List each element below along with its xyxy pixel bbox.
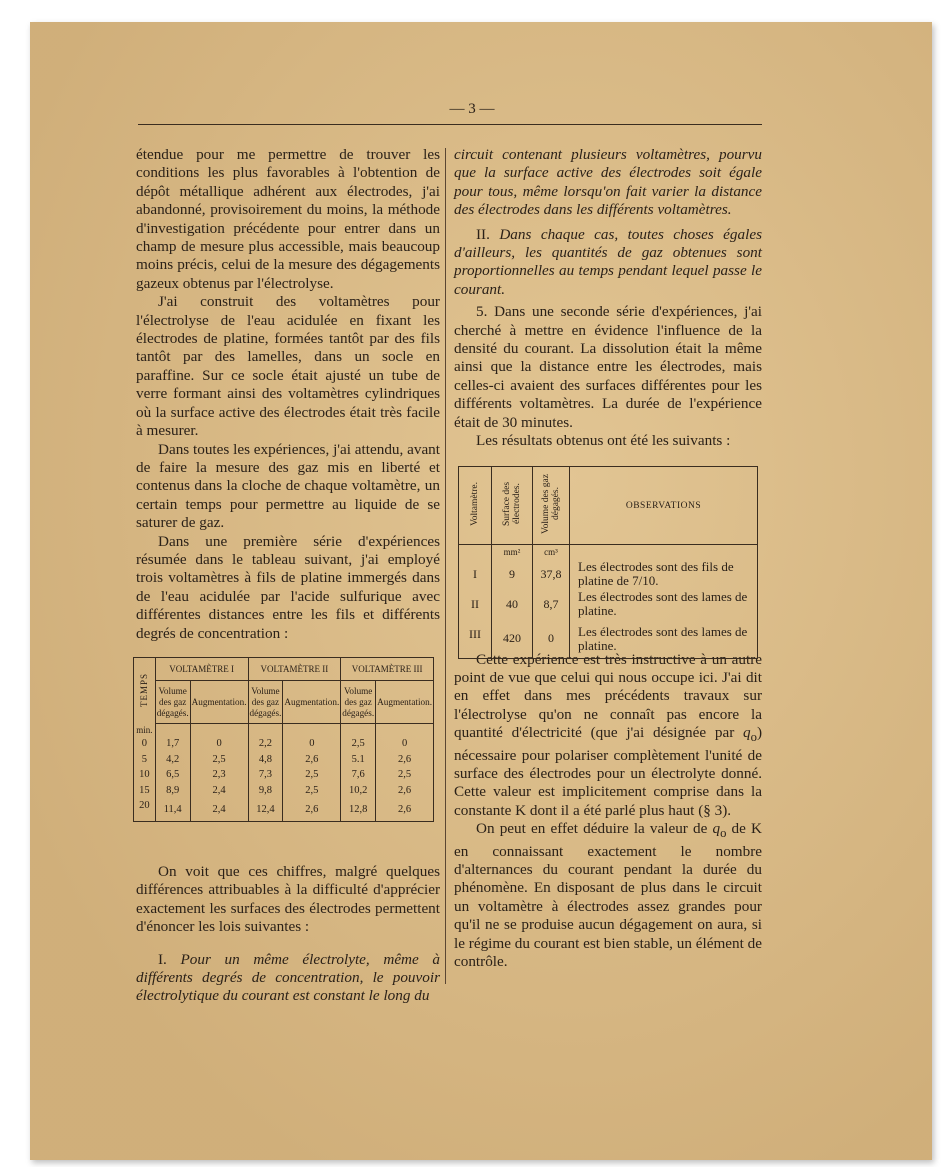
paragraph: Les résultats obtenus ont été les suivants : bbox=[476, 432, 731, 450]
volume-header: Volume des gaz dégagés. bbox=[155, 681, 190, 724]
volume-header: Volume des gaz dégagés. bbox=[533, 467, 570, 545]
law-paragraph bbox=[136, 951, 440, 1006]
paragraph: étendue pour me permettre de trouver les conditions les plus favorables à l'obtention de dépôt métallique adhérent aux électrodes, j'ai abandonné, provisoirement du moins, la méthode d'investigation précédente pour entrer dans un champ de mesure plus accessible, mais beaucoup moins précis, celui de la mesure des dégagements gazeux obtenus par l'électrolyse. bbox=[136, 146, 440, 292]
law-text: Dans chaque cas, toutes choses égales d'ailleurs, les quantités de gaz obtenues sont proportionnelles au temps pendant lequel passe le courant. bbox=[454, 225, 762, 298]
page-number: — 3 — bbox=[449, 101, 495, 117]
unit-cell: cm³ bbox=[533, 545, 570, 560]
surface-header: Surface des électrodes. bbox=[492, 467, 533, 545]
table-row: 0 1,7 0 2,2 0 2,5 0 bbox=[134, 736, 434, 752]
unit-cell: min. bbox=[136, 724, 153, 735]
temps-header: TEMPS bbox=[139, 672, 150, 707]
law-number: II. bbox=[476, 225, 490, 243]
law-paragraph bbox=[454, 226, 762, 300]
unit-cell: mm² bbox=[492, 545, 533, 560]
paragraph: Dans toutes les expériences, j'ai attendu, avant de faire la mesure des gaz mis en liberté et contenus dans la cloche de chaque voltamètre, un certain temps pour permettre au liquide de se saturer de gaz. bbox=[136, 440, 440, 532]
densite-table bbox=[458, 466, 758, 659]
group-header: VOLTAMÈTRE I bbox=[155, 658, 248, 681]
table-row: 15 8,9 2,4 9,8 2,5 10,2 2,6 bbox=[134, 783, 434, 799]
table-row: I 9 37,8 Les électrodes sont des fils de platine de 7/10. bbox=[459, 559, 758, 589]
paragraph: 5. Dans une seconde série d'expériences, j'ai cherché à mettre en évidence l'influence de la densité du courant. La dissolution était la même ainsi que la distance entre les électrodes, mais celles-ci avaient des surfaces différentes pour les différents voltamètres. La durée de l'expérience était de 30 minutes. bbox=[454, 303, 762, 431]
left-column bbox=[136, 146, 440, 1006]
observations-header: OBSERVATIONS bbox=[570, 467, 758, 545]
augmentation-header: Augmentation. bbox=[283, 681, 341, 724]
voltametre-header: Voltamètre. bbox=[459, 467, 492, 545]
column-divider bbox=[445, 148, 446, 984]
table-row: III 420 0 Les électrodes sont des lames de platine. bbox=[459, 619, 758, 659]
paragraph: On peut en effet déduire la valeur de $q_o$ de K en connaissant exactement le nombre d'alternances du courant pendant la durée du phénomène. En disposant de plus dans le circuit un voltamètre à électrodes assez grandes pour qu'il ne se produise aucun dégagement on aura, si le régime du courant est bien stable, un élément de contrôle. bbox=[454, 820, 762, 971]
law-continuation: circuit contenant plusieurs voltamètres, pourvu que la surface active des électrodes soit égale pour tous, même lorsqu'on fait varier la distance des électrodes dans les différents voltamètres. bbox=[454, 146, 762, 219]
law-number: I. bbox=[158, 950, 167, 968]
paragraph: Dans une première série d'expériences résumée dans le tableau suivant, j'ai employé trois voltamètres à fils de platine immergés dans de l'eau acidulée par l'acide sulfurique avec différentes distances entre les fils et différents degrés de concentration : bbox=[136, 532, 440, 642]
group-header: VOLTAMÈTRE II bbox=[248, 658, 341, 681]
volume-header: Volume des gaz dégagés. bbox=[341, 681, 376, 724]
group-header: VOLTAMÈTRE III bbox=[341, 658, 434, 681]
volume-header: Volume des gaz dégagés. bbox=[248, 681, 283, 724]
table-row: 5 4,2 2,5 4,8 2,6 5.1 2,6 bbox=[134, 752, 434, 768]
header-rule bbox=[138, 124, 762, 125]
paragraph: J'ai construit des voltamètres pour l'électrolyse de l'eau acidulée en fixant les électrodes de platine, formées tantôt par des fils tantôt par des lamelles, dans un socle en paraffine. Sur ce socle était ajusté un tube de verre formant ainsi des voltamètres cylindriques où la surface active des électrodes était très facile à mesurer. bbox=[136, 293, 440, 440]
paragraph: Cette expérience est très instructive à un autre point de vue que celui qui nous occupe ici. J'ai dit en effet dans mes précédents travaux sur l'électrolyse qu'on ne connaît pas encore la quantité d'électricité (que j'ai désignée par $q_o$) nécessaire pour polariser complètement l'unité de surface des électrodes pour un électrolyte donné. Cette valeur est implicitement comprise dans la constante K dont il a été parlé plus haut (§ 3). bbox=[454, 650, 762, 819]
paragraph: On voit que ces chiffres, malgré quelques différences attribuables à la difficulté d'apprécier exactement les surfaces des électrodes permettent d'énoncer les lois suivantes : bbox=[136, 862, 440, 936]
table-row: 10 6,5 2,3 7,3 2,5 7,6 2,5 bbox=[134, 767, 434, 783]
augmentation-header: Augmentation. bbox=[190, 681, 248, 724]
law-text: Pour un même électrolyte, même à différents degrés de concentration, le pouvoir électrolytique du courant est constant le long du bbox=[136, 950, 441, 1005]
table-row: 20 11,4 2,4 12,4 2,6 12,8 2,6 bbox=[134, 798, 434, 821]
table-row: II 40 8,7 Les électrodes sont des lames de platine. bbox=[459, 589, 758, 619]
voltametre-table bbox=[133, 657, 434, 822]
augmentation-header: Augmentation. bbox=[376, 681, 434, 724]
